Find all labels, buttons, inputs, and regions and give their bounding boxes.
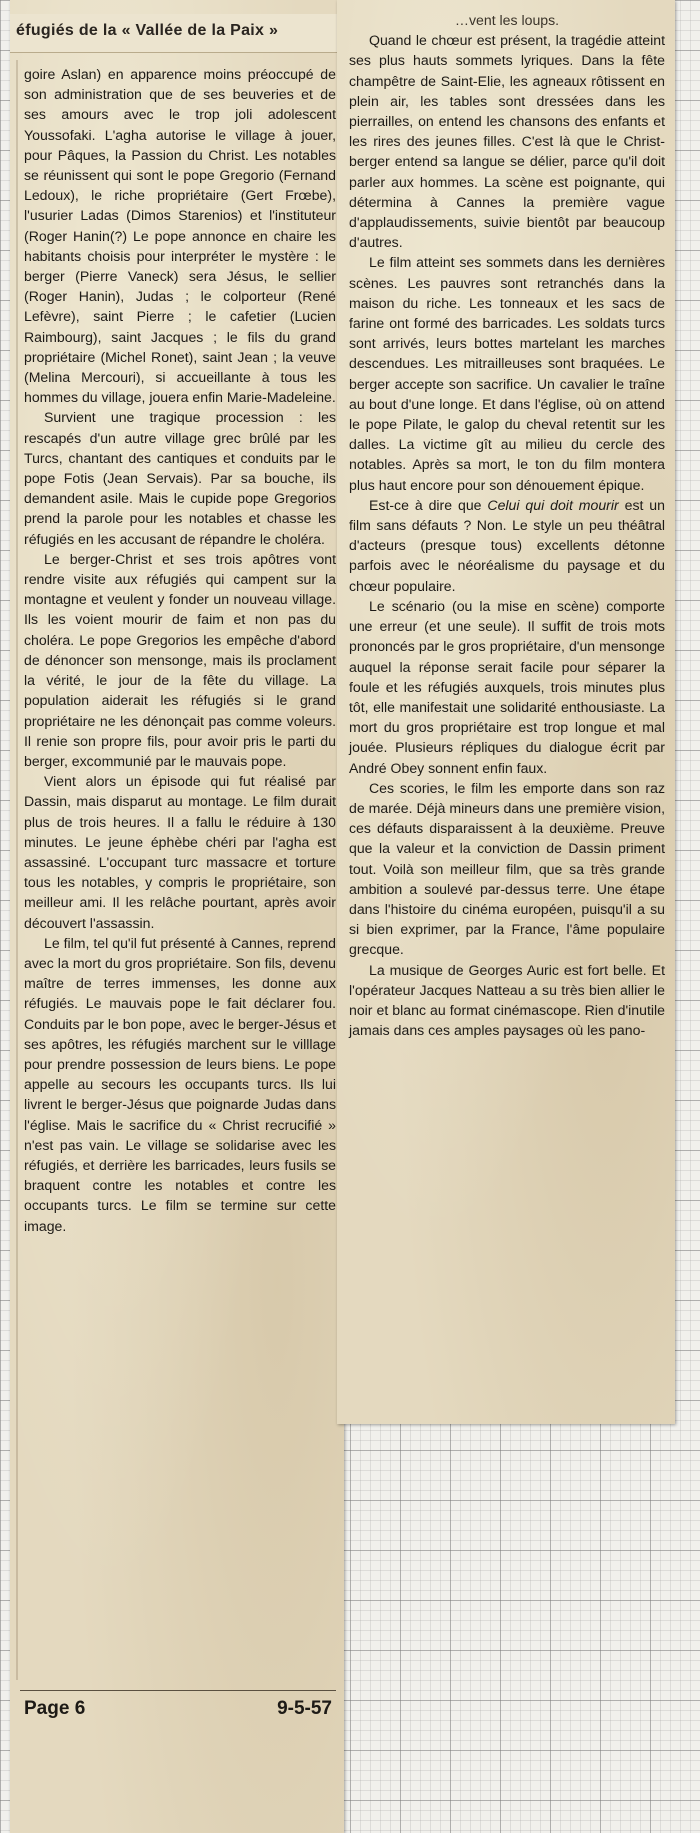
article-headline: éfugiés de la « Vallée de la Paix » (16, 22, 279, 39)
publication-date: 9-5-57 (277, 1698, 332, 1719)
left-paragraph: Le film, tel qu'il fut présenté à Cannes, reprend avec la mort du gros propriétaire. Son fils, devenu maître de terres immenses, les donne aux réfugiés. Le mauvais pope le fait déclarer fou. Conduits par le bon pope, avec le berger-Jésus et ses apôtres, les réfugiés marchent sur le villlage pour prendre possession de leurs biens. Le pope appelle au secours les occupants turcs. Ils lui livrent le berger-Jésus que poignarde Judas dans l'église. Mais le sacrifice du « Christ recrucifié » n'est pas vain. Le village se solidarise avec les réfugiés, et derrière les barricades, leurs fusils se braquent contre les notables et contre les occupants turcs. Le film se termine sur cette image. (24, 934, 336, 1234)
right-paragraph: Quand le chœur est présent, la tragédie atteint ses plus hauts sommets lyriques. Dans la fête champêtre de Saint-Elie, les agneaux rôtissent en plein air, les tables sont dressées dans les pierrailles, on entend les chansons des enfants et les rires des jeunes filles. C'est là que le Christ-berger entend sa langue se délier, parce qu'il doit parler aux hommes. La scène est poignante, qui détermina à Cannes la première vague d'applaudissements, suivie bientôt par beaucoup d'autres. (349, 32, 665, 251)
footer-rule (20, 1690, 336, 1691)
right-paragraph: La musique de Georges Auric est fort belle. Et l'opérateur Jacques Natteau a su très bien allier le noir et blanc au format cinémascope. Rien d'inutile jamais dans ces amples paysages où les pano- (349, 961, 665, 1039)
paper-fold (16, 60, 18, 1680)
right-paragraph: Le scénario (ou la mise en scène) comporte une erreur (et une seule). Il suffit de trois mots prononcés par le gros propriétaire, d'un mensonge auquel la réponse serait facile pour séparer la foule et les réfugiés auxquels, trois minutes plus tôt, elle manifestait une solidarité enthousiaste. La mort du gros propriétaire est trop longue et mal jouée. Plusieurs répliques du dialogue écrit par André Obey sonnent enfin faux. (349, 597, 665, 776)
left-paragraph: Le berger-Christ et ses trois apôtres vont rendre visite aux réfugiés qui campent sur la montagne et veulent y fonder un nouveau village. Ils les voient mourir de faim et non pas du choléra. Le pope Gregorios les empêche d'abord de dénoncer son mensonge, mais ils proclament la vérité, le jour de la fête du village. La population aiderait les réfugiés si le grand propriétaire ne les dénonçait pas comme voleurs. Il renie son propre fils, pour avoir pris le parti du berger, excommunié par le mauvais pope. (24, 550, 336, 769)
left-column-text (24, 64, 336, 1236)
left-paragraph: goire Aslan) en apparence moins préoccupé de son administration que de ses beuveries et de ses amours avec le trop joli adolescent Youssofaki. L'agha autorise le village à jouer, pour Pâques, la Passion du Christ. Les notables se réunissent qui sont le pope Gregorio (Fernand Ledoux), le riche propriétaire (Gert Frœbe), l'usurier Ladas (Dimos Starenios) et l'instituteur (Roger Hanin(?) Le pope annonce en chaire les habitants choisis pour interpréter le mystère : le berger (Pierre Vaneck) sera Jésus, le sellier (Roger Hanin), Judas ; le colporteur (René Lefèvre), saint Pierre ; le cafetier (Lucien Raimbourg), saint Jacques ; le fils du grand propriétaire (Michel Ronet), saint Jean ; la veuve (Melina Mercouri), si accueillante à tous les hommes du village, jouera enfin Marie-Madeleine. (24, 66, 336, 406)
right-paragraph: Ces scories, le film les emporte dans son raz de marée. Déjà mineurs dans une première vision, ces défauts disparaissent à la deuxième. Preuve que la valeur et la conviction de Dassin priment tout. Voilà son meilleur film, que sa très grande ambition a soulevé par-dessus terre. Une étape dans l'histoire du cinéma européen, puisqu'il a su si bien exprimer, par la France, l'âme populaire grecque. (349, 779, 665, 958)
right-paragraph: Est-ce à dire que Celui qui doit mourir est un film sans défauts ? Non. Le style un peu théâtral d'acteurs (presque tous) excellents détonne parfois avec le néoréalisme du paysage et du chœur populaire. (349, 496, 665, 594)
clipping-left-column (10, 0, 344, 1833)
right-paragraph: Le film atteint ses sommets dans les dernières scènes. Les pauvres sont retranchés dans la maison du riche. Les tonneaux et les sacs de farine ont formé des barricades. Les soldats turcs sont arrivés, leurs bottes martelant les marches descendues. Les mitrailleuses sont braquées. Le berger accepte son sacrifice. Un cavalier le traîne au bout d'une longe. Et dans l'église, où on attend le pope Pilate, le galop du cheval retentit sur les dalles. La victime gît au milieu du cercle des notables. Après sa mort, le ton du film montera plus haut encore pour son dénouement épique. (349, 254, 665, 493)
left-paragraph: Vient alors un épisode qui fut réalisé par Dassin, mais disparut au montage. Le film durait plus de trois heures. Il a fallu le réduire à 130 minutes. Le jeune éphèbe chéri par l'agha est assassiné. L'occupant turc massacre et torture tous les notables, y compris le propriétaire, son meilleur ami. Il les relâche pourtant, après avoir découvert l'assassin. (24, 773, 336, 931)
clipping-right-column (337, 0, 675, 1424)
right-top-fragment: …vent les loups. (454, 12, 560, 28)
film-title: Celui qui doit mourir (487, 496, 619, 513)
left-paragraph: Survient une tragique procession : les rescapés d'un autre village grec brûlé par les Turcs, chantant des cantiques et conduits par le pope Fotis (Jean Servais). Par sa bouche, ils demandent asile. Mais le cupide pope Gregorios prend la parole pour les notables et chasse les réfugiés en les accusant de répandre le choléra. (24, 409, 336, 547)
right-column-text (349, 10, 665, 1040)
page-number: Page 6 (24, 1698, 86, 1719)
page-footer (24, 1698, 332, 1720)
